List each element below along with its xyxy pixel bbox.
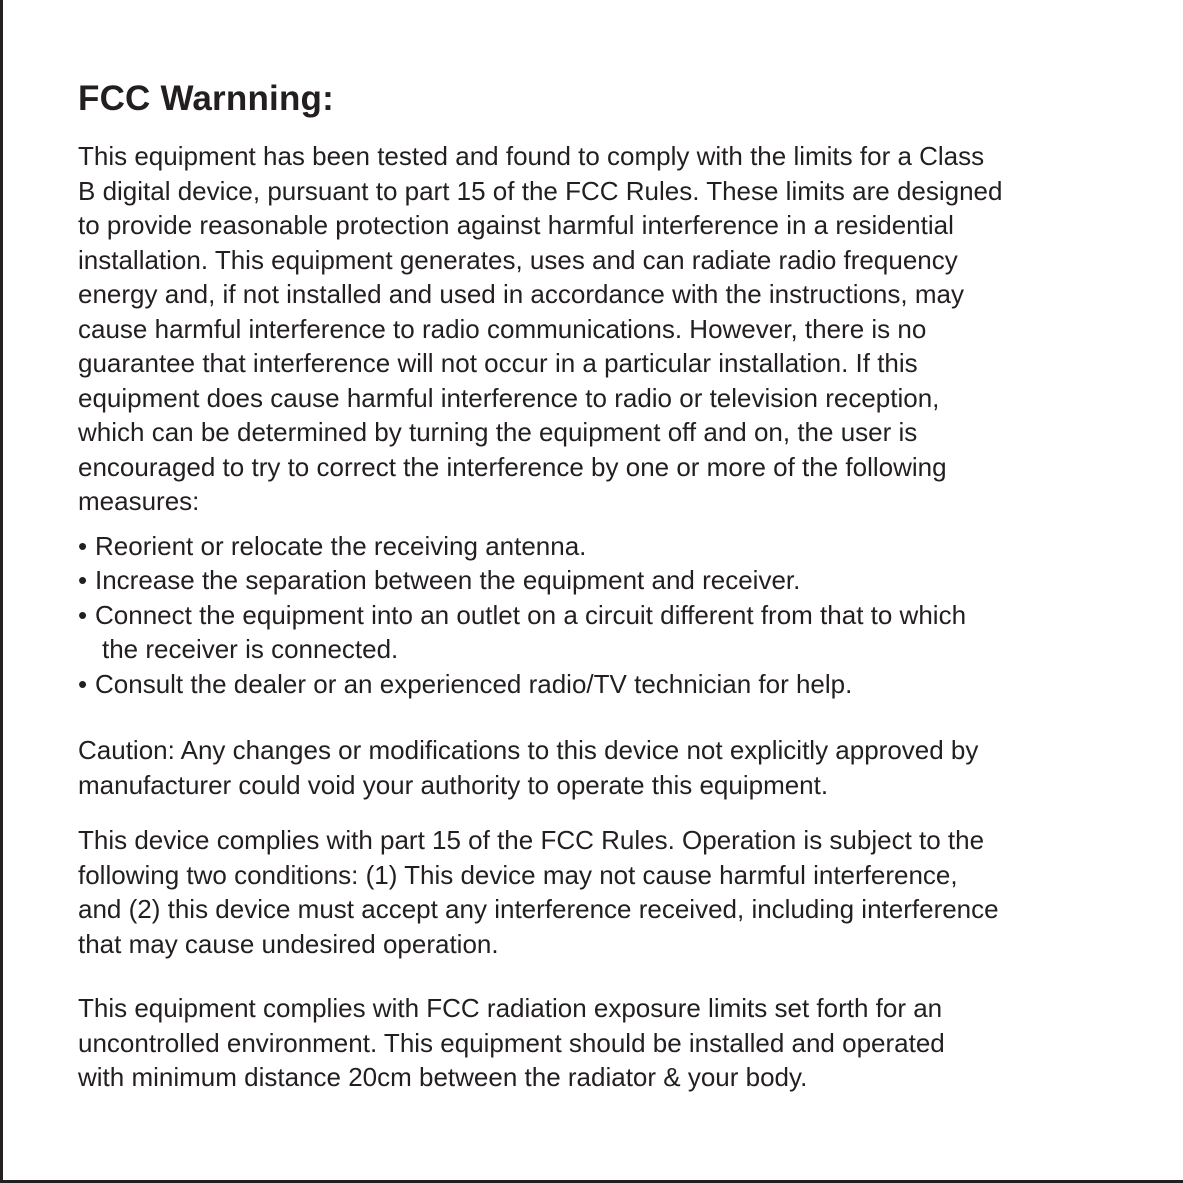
text-line: equipment does cause harmful interference to radio or television reception, bbox=[78, 382, 940, 413]
bullet-icon: • bbox=[78, 668, 88, 699]
text-line: B digital device, pursuant to part 15 of the FCC Rules. These limits are designed bbox=[78, 175, 1003, 206]
measure-continuation: the receiver is connected. bbox=[102, 634, 399, 664]
text-line: which can be determined by turning the equipment off and on, the user is bbox=[78, 417, 918, 447]
fcc-warning-document bbox=[78, 74, 1138, 1095]
measure-text: Reorient or relocate the receiving antenna. bbox=[95, 530, 587, 561]
bullet-icon: • bbox=[78, 530, 88, 561]
text-line: measures: bbox=[78, 486, 200, 516]
measure-text: Consult the dealer or an experienced radio/TV technician for help. bbox=[95, 668, 853, 699]
text-line: and (2) this device must accept any interference received, including interference bbox=[78, 894, 999, 924]
list-item bbox=[78, 598, 1138, 667]
text-line: This device complies with part 15 of the FCC Rules. Operation is subject to the bbox=[78, 825, 985, 855]
text-line: that may cause undesired operation. bbox=[78, 928, 499, 959]
bullet-icon: • bbox=[78, 565, 88, 595]
caution-paragraph bbox=[78, 733, 1138, 802]
text-line: with minimum distance 20cm between the radiator & your body. bbox=[78, 1062, 808, 1092]
text-line: This equipment has been tested and found to comply with the limits for a Class bbox=[78, 141, 985, 171]
text-line: manufacturer could void your authority to operate this equipment. bbox=[78, 769, 829, 800]
list-item bbox=[78, 529, 1138, 564]
conditions-paragraph bbox=[78, 823, 1138, 961]
page-title: FCC Warnning: bbox=[78, 79, 334, 118]
exposure-paragraph bbox=[78, 991, 1138, 1095]
text-line: following two conditions: (1) This device may not cause harmful interference, bbox=[78, 859, 958, 890]
text-line: energy and, if not installed and used in accordance with the instructions, may bbox=[78, 279, 964, 309]
text-line: cause harmful interference to radio communications. However, there is no bbox=[78, 313, 927, 344]
text-line: installation. This equipment generates, uses and can radiate radio frequency bbox=[78, 244, 958, 275]
text-line: uncontrolled environment. This equipment should be installed and operated bbox=[78, 1027, 945, 1058]
text-line: This equipment complies with FCC radiation exposure limits set forth for an bbox=[78, 993, 943, 1023]
bullet-icon: • bbox=[78, 599, 88, 630]
measure-text: Connect the equipment into an outlet on a circuit different from that to which bbox=[95, 599, 967, 630]
list-item bbox=[78, 667, 1138, 702]
text-line: Caution: Any changes or modifications to this device not explicitly approved by bbox=[78, 735, 979, 765]
text-line: guarantee that interference will not occur in a particular installation. If this bbox=[78, 348, 918, 378]
list-item bbox=[78, 563, 1138, 598]
text-line: to provide reasonable protection against harmful interference in a residential bbox=[78, 210, 954, 240]
intro-paragraph bbox=[78, 139, 1138, 519]
measures-list bbox=[78, 529, 1138, 702]
text-line: encouraged to try to correct the interference by one or more of the following bbox=[78, 451, 947, 482]
measure-text: Increase the separation between the equipment and receiver. bbox=[95, 565, 801, 595]
